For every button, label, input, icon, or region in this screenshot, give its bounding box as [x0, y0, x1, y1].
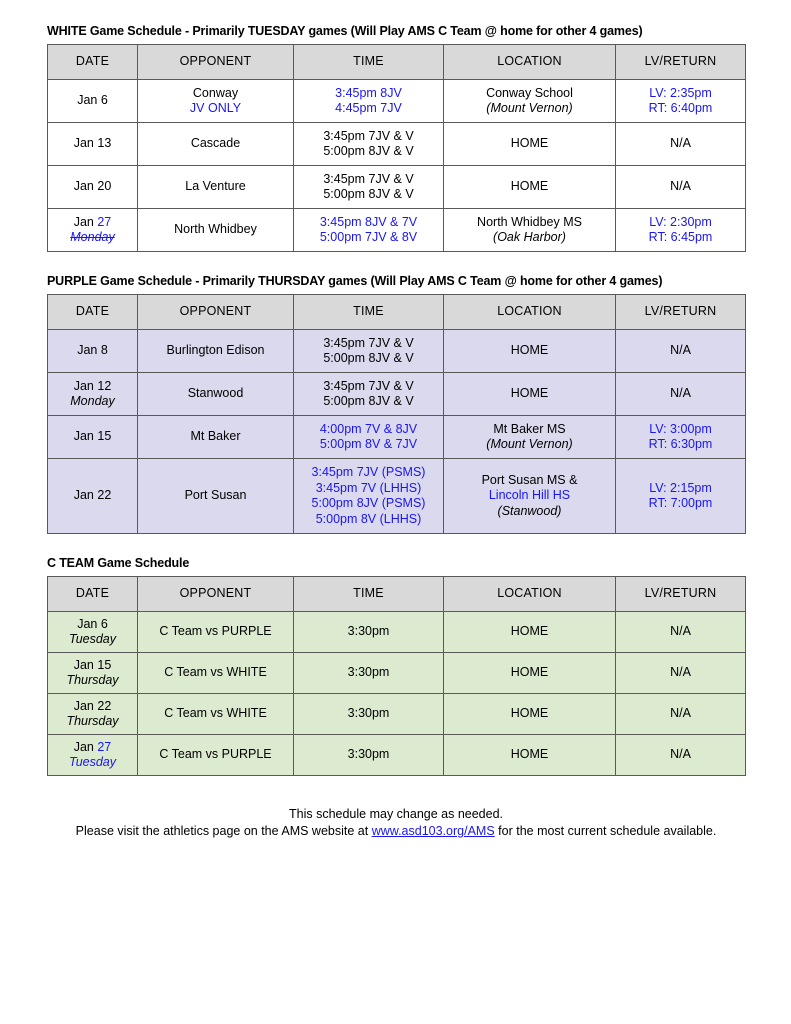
- cell-lvreturn: [616, 612, 746, 653]
- location-text: HOME: [510, 747, 549, 762]
- location-text: Port Susan MS &: [481, 472, 578, 487]
- lv-line: N/A: [670, 624, 691, 639]
- lv-line: N/A: [670, 386, 691, 401]
- lv-line: LV: 3:00pm: [649, 421, 712, 436]
- date-text: Jan 8: [77, 343, 108, 358]
- cell-lvreturn: [616, 459, 746, 534]
- time-line: 4:00pm 7V & 8JV: [319, 421, 418, 436]
- time-line: 3:30pm: [347, 665, 390, 680]
- section-spacer: [47, 252, 745, 274]
- table-row: [48, 166, 746, 209]
- cell-location: [444, 653, 616, 694]
- col-header-opponent: OPPONENT: [138, 45, 294, 80]
- date-text: Jan 6: [77, 616, 108, 631]
- section-title-white: WHITE Game Schedule - Primarily TUESDAY games (Will Play AMS C Team @ home for other 4 games): [47, 24, 643, 38]
- date-number-highlight: 27: [97, 739, 112, 754]
- cell-date: [48, 416, 138, 459]
- time-line: 3:45pm 7JV & V: [323, 128, 414, 143]
- time-line: 3:45pm 8JV: [335, 85, 402, 100]
- cell-opponent: [138, 459, 294, 534]
- rt-line: RT: 6:40pm: [648, 101, 713, 115]
- cell-opponent: [138, 416, 294, 459]
- cell-time: [294, 80, 444, 123]
- footer-text-after: for the most current schedule available.: [498, 824, 717, 838]
- col-header-opponent: OPPONENT: [138, 295, 294, 330]
- cteam-table-body: [48, 612, 746, 776]
- time-line: 3:45pm 8JV & 7V: [319, 214, 418, 229]
- cell-time: [294, 123, 444, 166]
- cell-time: [294, 373, 444, 416]
- time-line: 4:45pm 7JV: [335, 101, 402, 115]
- table-head: [48, 577, 746, 612]
- opponent-text: Stanwood: [187, 386, 244, 401]
- time-line: 5:00pm 8JV (PSMS): [311, 496, 426, 510]
- time-line: 5:00pm 8JV & V: [323, 351, 414, 365]
- opponent-text: C Team vs WHITE: [164, 665, 267, 680]
- time-line: 3:45pm 7JV & V: [323, 171, 414, 186]
- cell-time: [294, 735, 444, 776]
- opponent-note: JV ONLY: [189, 101, 242, 115]
- cell-lvreturn: [616, 735, 746, 776]
- cell-date: [48, 612, 138, 653]
- opponent-text: Cascade: [190, 136, 241, 151]
- cell-date: [48, 209, 138, 252]
- lv-line: LV: 2:30pm: [649, 214, 712, 229]
- section-spacer: [47, 534, 745, 556]
- cell-opponent: [138, 80, 294, 123]
- header-row: [48, 295, 746, 330]
- cell-opponent: [138, 653, 294, 694]
- cell-lvreturn: [616, 694, 746, 735]
- table-row: [48, 373, 746, 416]
- cell-location: [444, 166, 616, 209]
- cell-date: [48, 735, 138, 776]
- col-header-date: DATE: [48, 577, 138, 612]
- date-day: Tuesday: [68, 632, 116, 646]
- time-line: 3:45pm 7JV & V: [323, 335, 414, 350]
- table-row: [48, 459, 746, 534]
- date-text: Jan 22: [73, 488, 112, 503]
- cell-lvreturn: [616, 166, 746, 209]
- col-header-opponent: OPPONENT: [138, 577, 294, 612]
- date-text: Jan 20: [73, 179, 112, 194]
- cell-lvreturn: [616, 80, 746, 123]
- opponent-text: Mt Baker: [190, 429, 241, 444]
- table-row: [48, 653, 746, 694]
- location-text: HOME: [510, 624, 549, 639]
- location-text: HOME: [510, 179, 549, 194]
- date-text: Jan 13: [73, 136, 112, 151]
- cell-date: [48, 80, 138, 123]
- opponent-text: Conway: [192, 85, 239, 100]
- location-city: (Oak Harbor): [493, 230, 566, 244]
- athletics-page-link[interactable]: www.asd103.org/AMS: [371, 824, 495, 838]
- cell-location: [444, 373, 616, 416]
- cell-time: [294, 694, 444, 735]
- footer-line-1: This schedule may change as needed.: [288, 807, 504, 821]
- table-row: [48, 209, 746, 252]
- table-row: [48, 735, 746, 776]
- location-text: HOME: [510, 386, 549, 401]
- cell-lvreturn: [616, 416, 746, 459]
- time-line: 5:00pm 8V & 7JV: [319, 437, 418, 451]
- location-text: North Whidbey MS: [477, 214, 582, 229]
- cell-lvreturn: [616, 653, 746, 694]
- opponent-text: La Venture: [185, 179, 246, 194]
- cell-opponent: [138, 166, 294, 209]
- purple-schedule-table: [47, 294, 746, 534]
- purple-table-body: [48, 330, 746, 534]
- cell-opponent: [138, 373, 294, 416]
- cell-opponent: [138, 612, 294, 653]
- cell-date: [48, 166, 138, 209]
- cell-date: [48, 123, 138, 166]
- location-text: HOME: [510, 665, 549, 680]
- cell-lvreturn: [616, 209, 746, 252]
- date-day: Monday: [70, 394, 115, 408]
- table-head: [48, 45, 746, 80]
- date-day: Thursday: [66, 673, 119, 687]
- time-line: 5:00pm 8JV & V: [323, 144, 414, 158]
- lv-line: N/A: [670, 665, 691, 680]
- cell-location: [444, 459, 616, 534]
- lv-line: N/A: [670, 747, 691, 762]
- table-row: [48, 416, 746, 459]
- rt-line: RT: 6:45pm: [648, 230, 713, 244]
- date-text: Jan: [73, 739, 94, 754]
- opponent-text: Port Susan: [184, 488, 247, 503]
- location-text: Conway School: [486, 85, 573, 100]
- col-header-time: TIME: [294, 45, 444, 80]
- time-line: 3:30pm: [347, 624, 390, 639]
- section-white: [47, 24, 745, 252]
- rt-line: RT: 7:00pm: [648, 496, 713, 510]
- header-row: [48, 577, 746, 612]
- location-text: HOME: [510, 706, 549, 721]
- cell-location: [444, 694, 616, 735]
- cell-date: [48, 653, 138, 694]
- time-line: 5:00pm 8V (LHHS): [315, 511, 422, 526]
- col-header-time: TIME: [294, 295, 444, 330]
- date-text: Jan 15: [73, 429, 112, 444]
- col-header-lvreturn: LV/RETURN: [616, 295, 746, 330]
- cell-opponent: [138, 330, 294, 373]
- footer-text-before: Please visit the athletics page on the AMS website at: [75, 824, 369, 838]
- table-head: [48, 295, 746, 330]
- white-table-body: [48, 80, 746, 252]
- time-line: 5:00pm 7JV & 8V: [319, 230, 418, 244]
- date-text: Jan 6: [77, 93, 108, 108]
- cell-time: [294, 653, 444, 694]
- col-header-location: LOCATION: [444, 577, 616, 612]
- cell-location: [444, 612, 616, 653]
- location-text: HOME: [510, 343, 549, 358]
- lv-line: N/A: [670, 136, 691, 151]
- date-text: Jan 15: [73, 657, 112, 672]
- lv-line: N/A: [670, 179, 691, 194]
- location-city: (Stanwood): [497, 503, 562, 518]
- rt-line: RT: 6:30pm: [648, 437, 713, 451]
- col-header-date: DATE: [48, 45, 138, 80]
- cell-time: [294, 459, 444, 534]
- section-title-purple: PURPLE Game Schedule - Primarily THURSDAY games (Will Play AMS C Team @ home for other 4 games): [47, 274, 663, 288]
- footer-notes: [47, 806, 745, 840]
- cell-lvreturn: [616, 373, 746, 416]
- cell-opponent: [138, 123, 294, 166]
- section-purple: [47, 274, 745, 534]
- lv-line: LV: 2:15pm: [649, 480, 712, 495]
- col-header-lvreturn: LV/RETURN: [616, 577, 746, 612]
- header-row: [48, 45, 746, 80]
- section-cteam: [47, 556, 745, 776]
- cell-date: [48, 373, 138, 416]
- cell-location: [444, 209, 616, 252]
- cell-location: [444, 80, 616, 123]
- date-text: Jan 22: [73, 698, 112, 713]
- date-day: Tuesday: [68, 755, 116, 769]
- location-text-alt: Lincoln Hill HS: [488, 488, 571, 503]
- opponent-text: North Whidbey: [174, 222, 257, 237]
- table-row: [48, 80, 746, 123]
- lv-line: N/A: [670, 706, 691, 721]
- table-row: [48, 123, 746, 166]
- location-city: (Mount Vernon): [486, 437, 573, 451]
- cell-time: [294, 166, 444, 209]
- date-text: Jan 12: [73, 378, 112, 393]
- col-header-location: LOCATION: [444, 45, 616, 80]
- date-day-struck: Monday: [70, 230, 115, 244]
- time-line: 3:45pm 7JV (PSMS): [311, 465, 426, 479]
- lv-line: N/A: [670, 343, 691, 358]
- opponent-text: Burlington Edison: [166, 343, 265, 358]
- date-number-highlight: 27: [97, 214, 112, 229]
- cell-time: [294, 330, 444, 373]
- cell-opponent: [138, 209, 294, 252]
- cell-date: [48, 330, 138, 373]
- time-line: 3:30pm: [347, 706, 390, 721]
- table-row: [48, 694, 746, 735]
- time-line: 3:45pm 7V (LHHS): [315, 480, 422, 495]
- cell-time: [294, 612, 444, 653]
- time-line: 3:45pm 7JV & V: [323, 378, 414, 393]
- opponent-text: C Team vs PURPLE: [159, 624, 272, 639]
- white-schedule-table: [47, 44, 746, 252]
- col-header-time: TIME: [294, 577, 444, 612]
- footer-line-2: [47, 823, 745, 840]
- cell-opponent: [138, 694, 294, 735]
- location-text: HOME: [510, 136, 549, 151]
- cell-location: [444, 416, 616, 459]
- col-header-date: DATE: [48, 295, 138, 330]
- cell-location: [444, 735, 616, 776]
- cell-location: [444, 330, 616, 373]
- lv-line: LV: 2:35pm: [649, 85, 712, 100]
- date-text: Jan: [73, 214, 94, 229]
- cell-date: [48, 694, 138, 735]
- time-line: 5:00pm 8JV & V: [323, 394, 414, 408]
- opponent-text: C Team vs WHITE: [164, 706, 267, 721]
- cteam-schedule-table: [47, 576, 746, 776]
- cell-date: [48, 459, 138, 534]
- time-line: 5:00pm 8JV & V: [323, 187, 414, 201]
- col-header-lvreturn: LV/RETURN: [616, 45, 746, 80]
- table-row: [48, 612, 746, 653]
- cell-time: [294, 416, 444, 459]
- date-day: Thursday: [66, 714, 119, 728]
- col-header-location: LOCATION: [444, 295, 616, 330]
- time-line: 3:30pm: [347, 747, 390, 762]
- table-row: [48, 330, 746, 373]
- cell-opponent: [138, 735, 294, 776]
- location-city: (Mount Vernon): [486, 101, 573, 115]
- cell-location: [444, 123, 616, 166]
- location-text: Mt Baker MS: [493, 421, 566, 436]
- cell-lvreturn: [616, 123, 746, 166]
- cell-lvreturn: [616, 330, 746, 373]
- opponent-text: C Team vs PURPLE: [159, 747, 272, 762]
- cell-time: [294, 209, 444, 252]
- section-title-cteam: C TEAM Game Schedule: [47, 556, 190, 570]
